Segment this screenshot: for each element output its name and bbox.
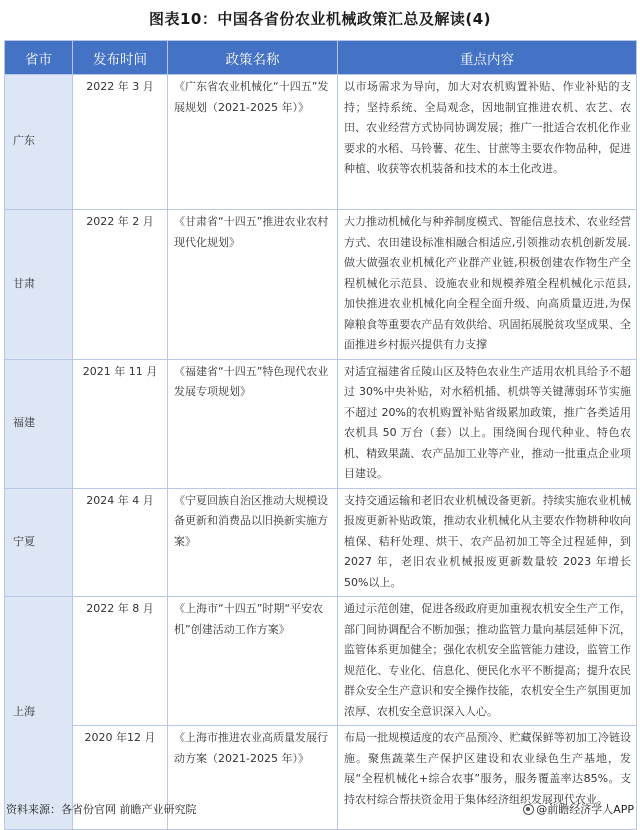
source-note: 资料来源：各省份官网 前瞻产业研究院: [6, 803, 197, 816]
province-cell: 广东: [5, 75, 73, 210]
date-cell: 2020 年12 月: [73, 726, 168, 830]
content-cell: 对适宜福建省丘陵山区及特色农业生产适用农机具给予不超过 30%中央补贴，对水稻机插、机烘等关键薄弱环节实施不超过 20%的农机购置补贴省级累加政策，推广各类适用农机具 50 万台（套）以上。围绕闽台现代种业、特色农机、精致果蔬、农产品加工业等产业，推动一批重点企业项目建设。: [338, 359, 637, 488]
header-content: 重点内容: [338, 41, 637, 75]
content-cell: 大力推动机械化与种养制度模式、智能信息技术、农业经营方式、农田建设标准相融合相适应,引领推动农机创新发展.做大做强农业机械化产业群产业链,积极创建农作物生产全程机械化示范县、设施农业和规模养殖全程机械化示范县,加快推进农业机械化向全程全面升级、向高质量迈进,为保障粮食等重要农产品有效供给、巩固拓展脱贫攻坚成果、全面推进乡村振兴提供有力支撑: [338, 210, 637, 360]
brand-credit: [523, 801, 634, 817]
table-header-row: [5, 41, 637, 75]
brand-logo-icon: [523, 804, 534, 815]
province-cell: 福建: [5, 359, 73, 488]
table-row: [5, 597, 637, 726]
policy-table: [4, 40, 637, 830]
table-row: [5, 210, 637, 360]
table-row: [5, 488, 637, 597]
date-cell: 2021 年 11 月: [73, 359, 168, 488]
policy-name-cell: 《广东省农业机械化“十四五”发展规划（2021-2025 年）》: [168, 75, 338, 210]
chart-title: 图表10：中国各省份农业机械政策汇总及解读(4): [148, 10, 492, 28]
header-province: 省市: [5, 41, 73, 75]
policy-name-cell: 《上海市“十四五”时期“平安农机”创建活动工作方案》: [168, 597, 338, 726]
policy-name-cell: 《宁夏回族自治区推动大规模设备更新和消费品以旧换新实施方案》: [168, 488, 338, 597]
header-policy-name: 政策名称: [168, 41, 338, 75]
province-cell: 甘肃: [5, 210, 73, 360]
province-cell: 上海: [5, 597, 73, 830]
date-cell: 2022 年 2 月: [73, 210, 168, 360]
table-row: [5, 359, 637, 488]
content-cell: 以市场需求为导向，加大对农机购置补贴、作业补贴的支持；坚持系统、全局观念，因地制宜推进农机、农艺、农田、农业经营方式协同协调发展；推广一批适合农机化作业要求的水稻、马铃薯、花生、甘蔗等主要农作物品种，促进种植、收获等农机装备和技术的本土化改进。: [338, 75, 637, 210]
date-cell: 2022 年 3 月: [73, 75, 168, 210]
date-cell: 2022 年 8 月: [73, 597, 168, 726]
content-cell: 通过示范创建，促进各级政府更加重视农机安全生产工作，部门间协调配合不断加强；推动监管力量向基层延伸下沉，监管体系更加健全；强化农机安全监管能力建设，监管工作规范化、专业化、信息化、便民化水平不断提高；提升农民群众安全生产意识和安全操作技能，农机安全生产氛围更加浓厚、农机安全意识深入人心。: [338, 597, 637, 726]
content-cell: 布局一批规模适度的农产品预冷、贮藏保鲜等初加工冷链设施。聚焦蔬菜生产保护区建设和农业绿色生产基地，发展“全程机械化+综合农事”服务，服务覆盖率达85%。支持农村综合帮扶资金用于集体经济组织发展现代农业。: [338, 726, 637, 830]
policy-name-cell: 《上海市推进农业高质量发展行动方案（2021-2025 年）》: [168, 726, 338, 830]
date-cell: 2024 年 4 月: [73, 488, 168, 597]
table-row: [5, 75, 637, 210]
header-date: 发布时间: [73, 41, 168, 75]
policy-name-cell: 《福建省“十四五”特色现代农业发展专项规划》: [168, 359, 338, 488]
province-cell: 宁夏: [5, 488, 73, 597]
content-cell: 支持交通运输和老旧农业机械设备更新。持续实施农业机械报废更新补贴政策，推动农业机械化从主要农作物耕种收向植保、秸秆处理、烘干、农产品初加工等全过程延伸，到 2027 年，老旧农业机械报废更新数量较 2023 年增长 50%以上。: [338, 488, 637, 597]
brand-text: @前瞻经济学人APP: [536, 803, 634, 816]
policy-name-cell: 《甘肃省“十四五”推进农业农村现代化规划》: [168, 210, 338, 360]
